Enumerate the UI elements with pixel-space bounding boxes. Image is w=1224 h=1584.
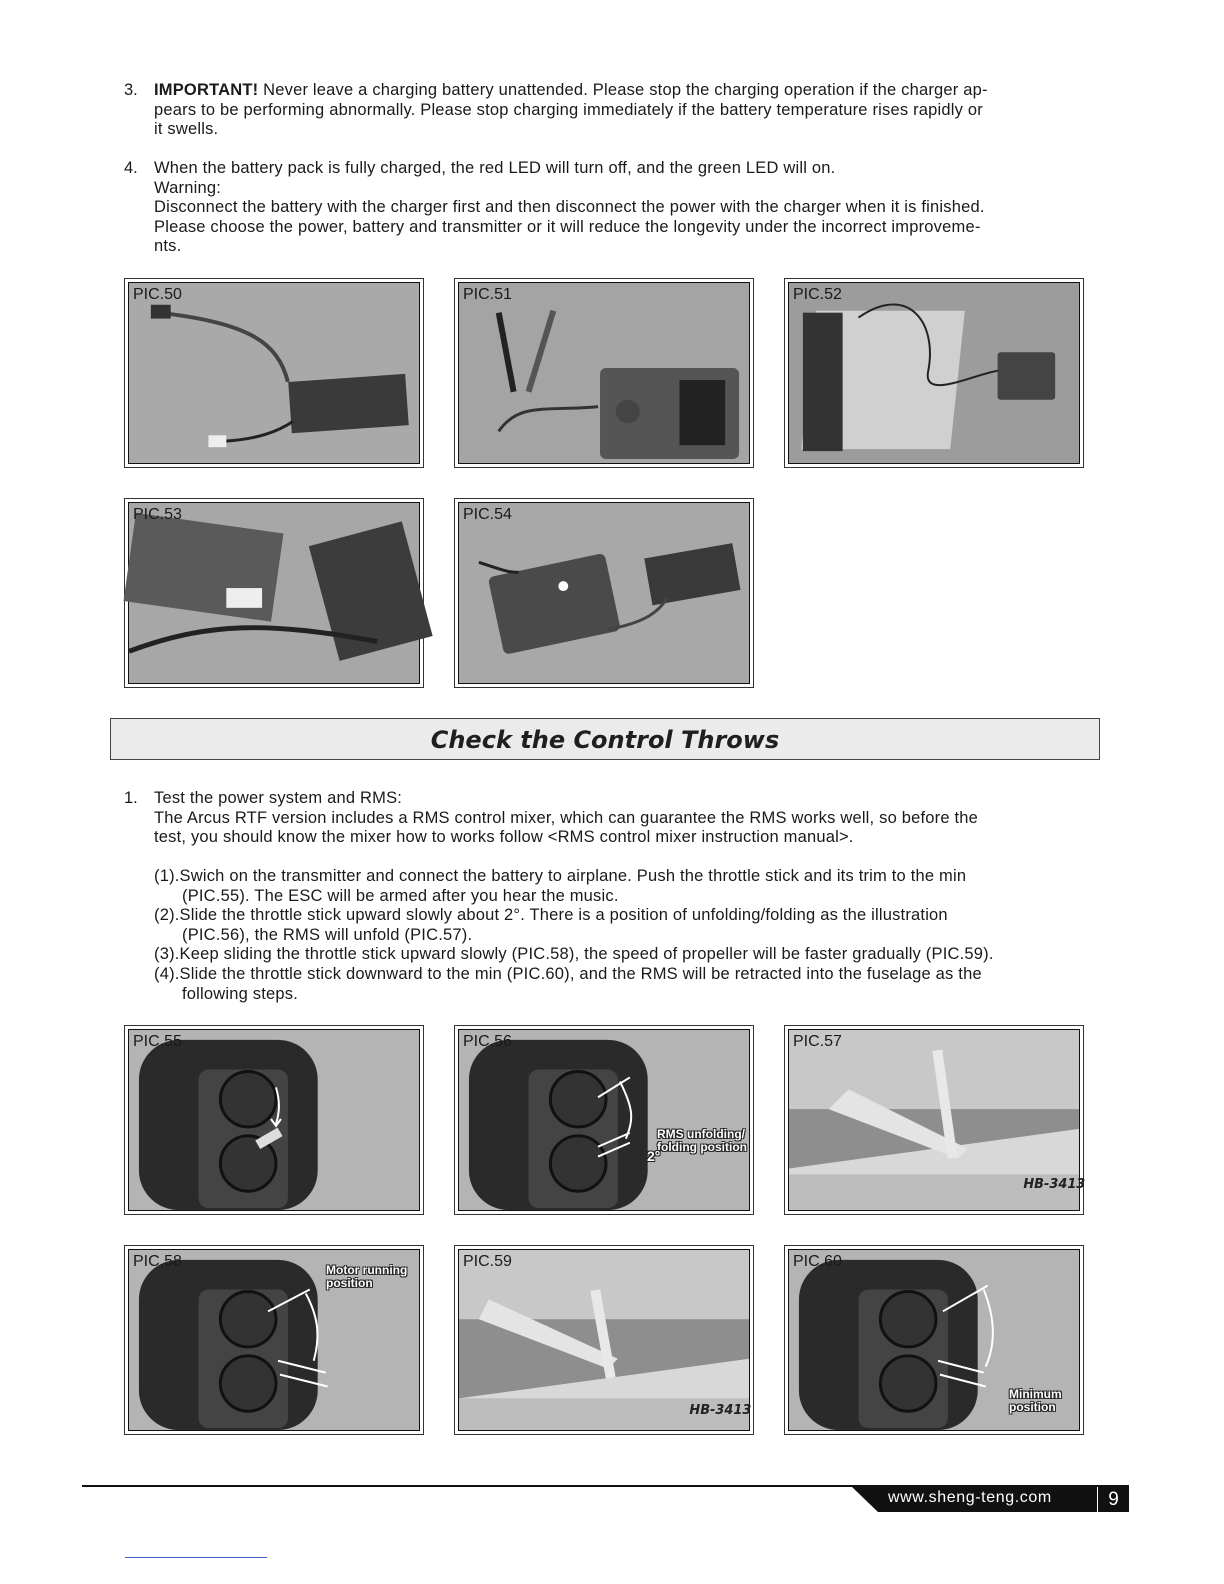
item3-line3: it swells.: [154, 120, 219, 139]
charger-image: [459, 283, 749, 463]
pic56-callout-line2: folding position: [657, 1140, 747, 1154]
item1-line2: The Arcus RTF version includes a RMS control mixer, which can guarantee the RMS works well, so before the: [154, 808, 979, 827]
step4-line-a: (4).Slide the throttle stick downward to the min (PIC.60), and the RMS will be retracted into the fuselage as the: [154, 964, 982, 983]
pic56-callout: [657, 1128, 747, 1154]
steps-list: [154, 867, 994, 1004]
page-number: 9: [1098, 1487, 1129, 1512]
propeller-running-image: [459, 1250, 752, 1430]
pic60-callout-line1: Minimum: [1009, 1387, 1062, 1401]
item3-number: 3.: [124, 81, 138, 99]
photo-pic60: [784, 1245, 1084, 1435]
pic54-label: PIC.54: [463, 506, 512, 523]
item4-line1: When the battery pack is fully charged, the red LED will turn off, and the green LED will on.: [154, 159, 836, 177]
photo-pic55: [124, 1025, 424, 1215]
item1-line1: Test the power system and RMS:: [154, 789, 403, 807]
step4-line-b: following steps.: [182, 984, 299, 1003]
photo-pic50: [124, 278, 424, 468]
photo-pic58: [124, 1245, 424, 1435]
photo-pic51: [454, 278, 754, 468]
pic60-label: PIC.60: [793, 1253, 842, 1270]
footer-rule: [82, 1485, 1129, 1487]
pic58-callout-line2: position: [326, 1276, 373, 1290]
bottom-link-rule: [125, 1557, 267, 1558]
transmitter-min-image: [129, 1030, 419, 1210]
balance-connector-image: [129, 503, 419, 683]
item3-line2: pears to be performing abnormally. Please stop charging immediately if the battery temperature rises rapidly or: [154, 100, 983, 119]
photo-pic56: [454, 1025, 754, 1215]
pic50-label: PIC.50: [133, 286, 182, 303]
item1-text: [154, 789, 978, 848]
section-title: Check the Control Throws: [430, 726, 780, 754]
pic58-callout-line1: Motor running: [326, 1263, 408, 1277]
pic56-label: PIC.56: [463, 1033, 512, 1050]
item1-line3: test, you should know the mixer how to works follow <RMS control mixer instruction manual>.: [154, 828, 854, 847]
item4-line5: nts.: [154, 237, 182, 256]
pic60-callout-line2: position: [1009, 1400, 1056, 1414]
pic60-callout: [1009, 1388, 1062, 1414]
photo-pic57: [784, 1025, 1084, 1215]
charger-power-image: [789, 283, 1079, 463]
pic58-callout: [326, 1264, 407, 1290]
pic57-label: PIC.57: [793, 1033, 842, 1050]
photo-pic52: [784, 278, 1084, 468]
plane-code-57: HB-3413: [1023, 1177, 1086, 1193]
pic56-degree: 2°: [647, 1148, 661, 1164]
step2-line-b: (PIC.56), the RMS will unfold (PIC.57).: [182, 925, 473, 944]
charging-battery-image: [459, 503, 749, 683]
item4-text: [154, 159, 985, 257]
section-header: [110, 718, 1100, 760]
rms-unfolded-image: [789, 1030, 1086, 1210]
step1-line-b: (PIC.55). The ESC will be armed after you hear the music.: [182, 886, 619, 905]
photo-pic59: [454, 1245, 754, 1435]
pic52-label: PIC.52: [793, 286, 842, 303]
photo-pic53: [124, 498, 424, 688]
pic53-label: PIC.53: [133, 506, 182, 523]
battery-pack-image: [129, 283, 419, 463]
photo-pic54: [454, 498, 754, 688]
plane-code-59: HB-3413: [689, 1403, 752, 1419]
important-label: IMPORTANT!: [154, 81, 259, 99]
pic59-label: PIC.59: [463, 1253, 512, 1270]
item4-line4: Please choose the power, battery and transmitter or it will reduce the longevity under the incorrect improveme-: [154, 217, 981, 236]
item4-number: 4.: [124, 159, 138, 177]
pic58-label: PIC.58: [133, 1253, 182, 1270]
step2-line-a: (2).Slide the throttle stick upward slowly about 2°. There is a position of unfolding/folding as the illustration: [154, 906, 948, 925]
pic51-label: PIC.51: [463, 286, 512, 303]
item1-number: 1.: [124, 789, 138, 807]
pic56-callout-line1: RMS unfolding/: [657, 1127, 745, 1141]
item4-line2: Warning:: [154, 178, 222, 197]
item3-line1: Never leave a charging battery unattended. Please stop the charging operation if the charger ap-: [258, 81, 988, 99]
step1-line-a: (1).Swich on the transmitter and connect the battery to airplane. Push the throttle stick and its trim to the min: [154, 867, 967, 885]
step3-line-a: (3).Keep sliding the throttle stick upward slowly (PIC.58), the speed of propeller will be faster gradually (PIC.59).: [154, 945, 994, 964]
item3-text: [154, 81, 988, 140]
transmitter-unfold-image: [459, 1030, 749, 1210]
footer-url[interactable]: www.sheng-teng.com: [888, 1489, 1052, 1506]
item4-line3: Disconnect the battery with the charger first and then disconnect the power with the charger when it is finished.: [154, 198, 985, 217]
pic55-label: PIC.55: [133, 1033, 182, 1050]
